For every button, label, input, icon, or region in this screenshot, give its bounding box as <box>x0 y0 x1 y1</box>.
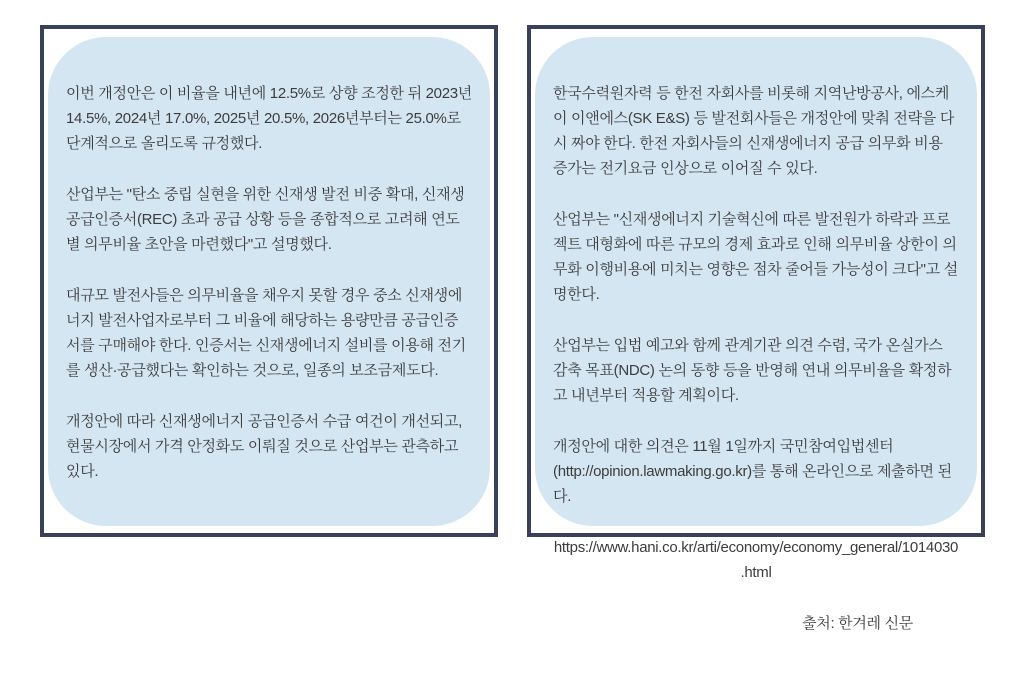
article-paragraph: 산업부는 입법 예고와 함께 관계기관 의견 수렴, 국가 온실가스 감축 목표(NDC) 논의 동향 등을 반영해 연내 의무비율을 확정하고 내년부터 적용할 계획이다. <box>553 337 952 404</box>
article-paragraph: 이번 개정안은 이 비율을 내년에 12.5%로 상향 조정한 뒤 2023년 14.5%, 2024년 17.0%, 2025년 20.5%, 2026년부터는 25.0%로 단계적으로 올리도록 규정했다. <box>66 85 473 152</box>
source-footer <box>553 535 959 678</box>
article-paragraph: 산업부는 "탄소 중립 실현을 위한 신재생 발전 비중 확대, 신재생공급인증서(REC) 초과 공급 상황 등을 종합적으로 고려해 연도별 의무비율 초안을 마련했다"고 설명했다. <box>66 186 465 253</box>
left-article-card <box>40 25 498 537</box>
article-paragraph: 산업부는 "신재생에너지 기술혁신에 따른 발전원가 하락과 프로젝트 대형화에 따른 규모의 경제 효과로 인해 의무비율 상한이 의무화 이행비용에 미치는 영향은 점차 줄어들 가능성이 크다"고 설명한다. <box>553 211 958 303</box>
right-article-card-panel <box>535 37 977 632</box>
article-paragraph: 개정안에 따라 신재생에너지 공급인증서 수급 여건이 개선되고, 현물시장에서 가격 안정화도 이뤄질 것으로 산업부는 관측하고 있다. <box>66 413 463 480</box>
article-paragraph: 대규모 발전사들은 의무비율을 채우지 못할 경우 중소 신재생에너지 발전사업자로부터 그 비율에 해당하는 용량만큼 공급인증서를 구매해야 한다. 인증서는 신재생에너지 설비를 이용해 전기를 생산·공급했다는 확인하는 것으로, 일종의 보조금제도다. <box>66 287 466 379</box>
right-article-card <box>527 25 985 632</box>
article-paragraph: 개정안에 대한 의견은 11월 1일까지 국민참여입법센터 (http://opinion.lawmaking.go.kr)를 통해 온라인으로 제출하면 된다. <box>553 438 952 505</box>
source-credit: 출처: 한겨레 신문 <box>802 615 913 632</box>
left-article-card-panel <box>48 37 490 526</box>
article-paragraph: 한국수력원자력 등 한전 자회사를 비롯해 지역난방공사, 에스케이 이앤에스(SK E&S) 등 발전회사들은 개정안에 맞춰 전략을 다시 짜야 한다. 한전 자회사들의 신재생에너지 공급 의무화 비용 증가는 전기요금 인상으로 이어질 수 있다. <box>553 85 955 177</box>
source-url: https://www.hani.co.kr/arti/economy/economy_general/1014030.html <box>553 539 959 581</box>
